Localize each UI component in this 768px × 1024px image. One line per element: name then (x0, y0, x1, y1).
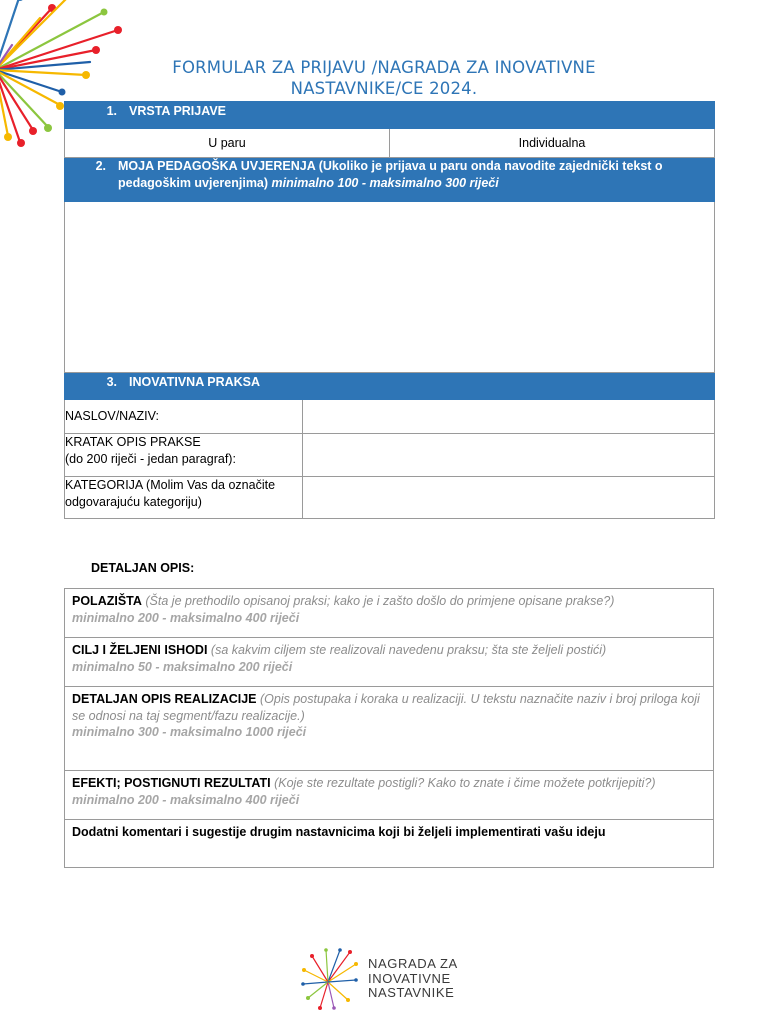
award-logo-text (368, 957, 458, 1001)
practice-title-input[interactable] (303, 400, 715, 434)
detail-label: POLAZIŠTA (72, 594, 142, 608)
detail-label: EFEKTI; POSTIGNUTI REZULTATI (72, 776, 271, 790)
practice-short-desc-row (65, 434, 715, 477)
detail-table (64, 588, 714, 868)
section2-title (118, 158, 714, 192)
option-pair-label: U paru (208, 136, 246, 150)
option-individual-cell[interactable] (390, 129, 715, 158)
detail-row-realization[interactable] (65, 687, 714, 771)
practice-short-desc-line2: (do 200 riječi - jedan paragraf): (65, 452, 236, 466)
detail-limit: minimalno 200 - maksimalno 400 riječi (72, 792, 300, 807)
comments-label: Dodatni komentari i sugestije drugim nastavnicima koji bi željeli implementirati vašu ideju (72, 825, 606, 839)
detail-row-comments[interactable] (65, 820, 714, 868)
detail-limit: minimalno 50 - maksimalno 200 riječi (72, 659, 293, 674)
pedagogical-beliefs-area (65, 202, 715, 373)
detail-label: CILJ I ŽELJENI ISHODI (72, 643, 208, 657)
section1-header (65, 102, 715, 129)
practice-short-desc-input[interactable] (303, 434, 715, 477)
practice-category-row (65, 477, 715, 519)
section3-header (65, 373, 715, 400)
practice-short-desc-line1: KRATAK OPIS PRAKSE (65, 435, 201, 449)
section2-header (65, 158, 715, 202)
section3-number: 3. (106, 375, 117, 389)
detail-label: DETALJAN OPIS REALIZACIJE (72, 692, 257, 706)
practice-title-text: NASLOV/NAZIV: (65, 409, 160, 423)
section1-number: 1. (106, 104, 117, 118)
detail-hint: (Šta je prethodilo opisanoj praksi; kako je i zašto došlo do primjene opisane prakse?) (145, 594, 615, 608)
detail-hint: (sa kakvim ciljem ste realizovali navedenu praksu; šta ste željeli postići) (210, 643, 607, 657)
practice-category-input[interactable] (303, 477, 715, 519)
practice-category-label (65, 477, 303, 519)
logo-line3: NASTAVNIKE (368, 985, 455, 1000)
detail-limit: minimalno 200 - maksimalno 400 riječi (72, 610, 300, 625)
section1-title: VRSTA PRIJAVE (129, 104, 227, 118)
logo-line1: NAGRADA ZA (368, 956, 458, 971)
practice-title-row (65, 400, 715, 434)
practice-title-label (65, 400, 303, 434)
section2-limit: minimalno 100 - maksimalno 300 riječi (271, 176, 499, 190)
option-individual-label: Individualna (518, 136, 586, 150)
section2-number: 2. (95, 159, 106, 173)
option-pair-cell[interactable] (65, 129, 390, 158)
award-logo-icon (300, 946, 360, 1012)
practice-category-line2: odgovarajuću kategoriju) (65, 495, 202, 509)
pedagogical-beliefs-input[interactable] (65, 202, 715, 373)
section3-title: INOVATIVNA PRAKSA (129, 375, 261, 389)
detail-row-starting-points[interactable] (65, 589, 714, 638)
logo-line2: INOVATIVNE (368, 970, 451, 986)
form-title (60, 57, 708, 99)
practice-category-line1: KATEGORIJA (Molim Vas da označite (65, 478, 276, 492)
detail-row-effects[interactable] (65, 771, 714, 820)
practice-short-desc-label (65, 434, 303, 477)
detail-heading: DETALJAN OPIS: (91, 561, 195, 575)
application-table (64, 101, 715, 519)
section2-title-text: MOJA PEDAGOŠKA UVJERENJA (Ukoliko je prijava u paru onda navodite zajednički tekst o pedagoškim uvjerenjima) (118, 159, 663, 190)
detail-limit: minimalno 300 - maksimalno 1000 riječi (72, 725, 307, 739)
application-type-row (65, 129, 715, 158)
detail-hint: (Opis postupaka i koraka u realizaciji. U tekstu naznačite naziv i broj priloga koji se odnosi na taj segment/fazu realizacije.) (72, 692, 700, 723)
form-title-line1: FORMULAR ZA PRIJAVU /NAGRADA ZA INOVATIVNE (172, 58, 596, 77)
detail-row-goals[interactable] (65, 638, 714, 687)
detail-hint: (Koje ste rezultate postigli? Kako to znate i čime možete potkrijepiti?) (274, 776, 656, 790)
form-title-line2: NASTAVNIKE/CE 2024. (290, 79, 478, 98)
